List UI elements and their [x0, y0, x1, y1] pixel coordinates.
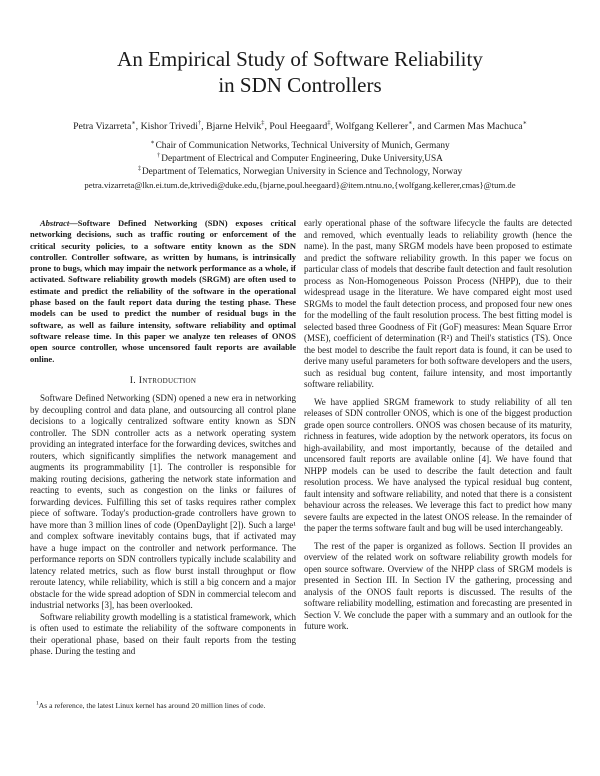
- author-separator: , and: [412, 121, 434, 132]
- title-line-2: in SDN Controllers: [218, 73, 382, 97]
- author-line: [0, 121, 600, 133]
- affiliation-text: Chair of Communication Networks, Technical University of Munich, Germany: [155, 141, 450, 151]
- author-name: Petra Vizarreta: [73, 121, 132, 132]
- paper-title: [0, 46, 600, 98]
- affiliation-mark: ∗: [150, 138, 155, 146]
- affiliation-duke: [0, 153, 600, 166]
- author-affiliation-mark: ∗: [408, 119, 413, 127]
- author-affiliation-mark: ‡: [261, 119, 265, 127]
- title-line-1: An Empirical Study of Software Reliability: [117, 47, 483, 71]
- abstract: [30, 218, 296, 365]
- intro-paragraph-2: Software reliability growth modelling is a statistical framework, which is often used to estimate the reliability of the software components in their operational phase, based on their fault reports from the testing phase. During the testing and: [30, 611, 296, 657]
- author-name: Wolfgang Kellerer: [335, 121, 409, 132]
- author-separator: ,: [201, 121, 207, 132]
- author-separator: ,: [135, 121, 141, 132]
- affiliation-text: Department of Electrical and Computer Engineering, Duke University,USA: [161, 154, 443, 164]
- affiliation-mark: ‡: [137, 164, 141, 172]
- affiliation-mark: †: [157, 151, 161, 159]
- author-name: Poul Heegaard: [269, 121, 328, 132]
- author-affiliation-mark: †: [198, 119, 202, 127]
- abstract-text: —Software Defined Networking (SDN) exposes critical networking decisions, such as traffic routing or enforcement of the critical security policies, to a software entity known as the SDN controller. Controller software, as written by humans, is intrinsically prone to bugs, which may impair the network performance as a whole, if activated. Software reliability growth models (SRGM) are often used to estimate and predict the reliability of the software in the operational phase based on the fault report data during the testing phase. These models can be used to predict the number of residual bugs in the software, as well as failure intensity, software reliability and optimal software release time. In this paper we analyze ten releases of ONOS open source controller, whose uncensored fault reports are available online.: [30, 218, 296, 364]
- email-line: petra.vizarreta@lkn.ei.tum.de,ktrivedi@duke.edu,{bjarne,poul.heegaard}@item.ntnu.no,{wolfgang.kellerer,cmas}@tum.de: [84, 180, 516, 190]
- intro-paragraph-2-continuation: early operational phase of the software lifecycle the faults are detected and removed, which eventually leads to reliability growth (hence the name). In the past, many SRGM models have been proposed to estimate and predict the software reliability growth. In this paper we focus on particular class of models that describe fault detection and fault resolution process as Non-Homogeneous Poisson Process (NHPP), due to their widespread usage in the literature. We have compared eight most used SRGMs to model the fault detection process, and proposed four new ones for the modelling of the fault resolution process. The best fitting model is selected based three Goodness of Fit (GoF) measures: Mean Square Error (MSE), coefficient of determination (R²) and Theil's statistics (TS). Once the best model to describe the fault report data is found, it can be used to derive many useful parameters for both software developers and the users, such as residual bug content, failure intensity, and most importantly software reliability.: [304, 218, 572, 389]
- author-separator: ,: [264, 121, 270, 132]
- right-column: [304, 218, 572, 710]
- author-separator: ,: [330, 121, 336, 132]
- author-affiliation-mark: ∗: [131, 119, 136, 127]
- author-affiliation-mark: ‡: [327, 119, 331, 127]
- affiliation-munich: [0, 140, 600, 153]
- left-column: [30, 218, 296, 710]
- intro-paragraph-1: Software Defined Networking (SDN) opened a new era in networking by decoupling control and data plane, and outsourcing all control plane decisions to a logically centralized software entity known as SDN controller. The SDN controller acts as a network operating system providing an integrated interface for the forwarding devices, switches and routers, which significantly simplifies the network management and augments its programmability [1]. The controller is responsible for making routing decisions, gathering the network state information and reacting to events, such as congestion on the links or failures of forwarding devices. Fulfilling this set of tasks requires rather complex piece of software. Today's production-grade controllers have grown to have more than 3 million lines of code (OpenDaylight [2]). Such a large¹ and complex software inevitably contains bugs, that if activated may have a huge impact on the controller and network performance. The performance reports on SDN controllers typically include scalability and latency related metrics, such as flow burst install throughput or flow reroute latency, while reliability, which is still a big concern and a major obstacle for the wide spread adoption of SDN in commercial telecom and industrial networks [3], has been overlooked.: [30, 393, 296, 611]
- abstract-label: Abstract: [40, 218, 70, 228]
- affiliations-block: [0, 140, 600, 192]
- section-heading-introduction: I. Introduction: [129, 374, 197, 386]
- intro-paragraph-4: The rest of the paper is organized as follows. Section II provides an overview of the related work on software reliability growth models for open source software. Overview of the NHPP class of SRGM models is presented in Section III. In Section IV the gathering, processing and analysis of the ONOS fault reports is discussed. The results of the software reliability modelling, estimation and forecasting are presented in Section V. We conclude the paper with a summary and an outlook for the future work.: [304, 540, 572, 631]
- intro-paragraph-3: We have applied SRGM framework to study reliability of all ten releases of SDN controller ONOS, which is one of the biggest production grade open source controllers. ONOS was chosen because of its maturity, richness in features, wide adoption by the network operators, its focus on high-availability, and most importantly, because of the detailed and uncensored fault reports are available online [4]. We have found that NHPP models can be used to describe the fault detection and fault resolution process. We have analysed the typical residual bug content, fault intensity and software reliability, and noted that there is a consistent behaviour across the releases. We leverage this fact to predict how many severe faults are expected in the latest ONOS release. In the remainder of the paper the terms software fault and bug will be used interchangeably.: [304, 396, 572, 533]
- footnote: [30, 701, 296, 711]
- author-name: Carmen Mas Machuca: [433, 121, 523, 132]
- footnote-text: As a reference, the latest Linux kernel has around 20 million lines of code.: [38, 700, 266, 710]
- author-name: Kishor Trivedi: [140, 121, 198, 132]
- affiliation-ntnu: [0, 166, 600, 179]
- author-name: Bjarne Helvik: [206, 121, 262, 132]
- affiliation-text: Department of Telematics, Norwegian University in Science and Technology, Norway: [141, 167, 463, 177]
- author-affiliation-mark: ∗: [522, 119, 527, 127]
- footnote-mark: 1: [36, 699, 39, 706]
